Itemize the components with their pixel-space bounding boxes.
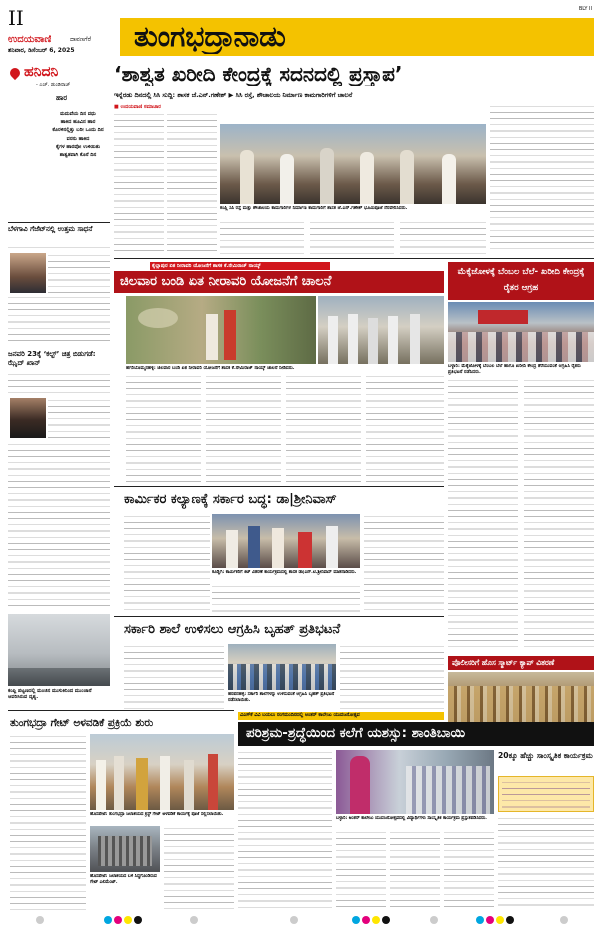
dateline: ■ ಉದಯವಾಣಿ ಸಮಾಚಾರ [114, 104, 161, 110]
page-number: II [8, 6, 24, 30]
story-body [167, 112, 217, 254]
irrigation-photo-caption: ಹಗರಿಬೊಮ್ಮನಹಳ್ಳಿ: ಚಿಲವಾರ ಬಂಡಿ ಏತ ನೀರಾವರಿ ಯೋಜನೆಗೆ ಶಾಸಕ ಕೆ.ನೇಮಿರಾಜ್ ನಾಯ್ಕ್ ಚಾಲನೆ ನೀಡಿದರು. [126, 366, 295, 371]
story-body [124, 644, 224, 710]
story-body [48, 398, 110, 438]
story-body [448, 378, 518, 650]
story-body [164, 826, 234, 910]
story-headline: ಚಿಲವಾರ ಬಂಡಿ ಏತ ನೀರಾವರಿ ಯೋಜನೆಗೆ ಚಾಲನೆ [120, 274, 332, 289]
story-body [8, 442, 110, 610]
story-headline: ಬೆಳಗಾವಿ ಗೆಜೆಟ್‌ನಲ್ಲಿ ಉತ್ತಮ ಸಾಧನೆ [8, 225, 93, 233]
culture-photo [336, 750, 494, 814]
registration-marks [0, 914, 600, 926]
labour-photo [212, 514, 360, 568]
story-body [502, 780, 590, 808]
story-headline: ಜನವರಿ 23ಕ್ಕೆ ‘ಕಲ್ಟ್’ ಚಿತ್ರ ಬಿಡುಗಡೆ: ಝೈದ್ ಖಾನ್ [8, 350, 96, 367]
story-body [366, 374, 444, 484]
poem-line: ಶಾಶ್ವತವಾಗಿ ಕೊನೆ ದಿನ [59, 152, 97, 159]
story-body [490, 104, 594, 254]
maize-text [448, 378, 594, 654]
story-body [124, 514, 210, 614]
main-headline: ‘ಶಾಶ್ವತ ಖರೀದಿ ಕೇಂದ್ರಕ್ಕೆ ಸದನದಲ್ಲಿ ಪ್ರಸ್ತಾಪ’ [114, 62, 403, 86]
divider [8, 222, 110, 223]
irrigation-photo [126, 296, 316, 364]
main-story-text [114, 104, 218, 254]
story-body [336, 830, 386, 910]
issue-date: ಶನಿವಾರ, ಡಿಸೆಂಬರ್ 6, 2025 [8, 47, 75, 54]
story-body [8, 295, 110, 345]
corner-label: BLY II [578, 6, 592, 12]
poem-line: ಮದುವೆಯ ದಿನ ವಧು [60, 111, 96, 117]
story-body [390, 830, 440, 910]
story-body [286, 374, 361, 484]
main-photo-caption: ಕಂಪ್ಲಿ ಸಿಸಿ ರಸ್ತೆ ಮತ್ತು ಶೌಚಾಲಯ ಕಾಮಗಾರಿಗಳ ನಿರ್ಮಾಣ ಕಾಮಗಾರಿಗೆ ಶಾಸಕ ಜೆ.ಎನ್.ಗಣೇಶ್ ಭೂಮಿಪೂಜೆ ನೆರವೇರಿಸಿದರು. [220, 206, 408, 211]
school-photo-caption: ಹರಪನಹಳ್ಳಿ: ಸರ್ಕಾರಿ ಶಾಲೆಗಳನ್ನು ಉಳಿಸುವಂತೆ ಆಗ್ರಹಿಸಿ ಬೃಹತ್ ಪ್ರತಿಭಟನೆ ನಡೆಸಲಾಯಿತು. [228, 692, 335, 703]
maize-photo [448, 302, 594, 362]
poem-line: ಕೊರಳಿನಲ್ಲಿತ್ತು ಬರೀ ಒಂದು ದಿನ [52, 127, 104, 134]
story-kicker: ಕೈಲ್ಲಾಪುರ ಏತ ನೀರಾವರಿ ಯೋಜನೆಗೆ ಶಾಸಕ ಕೆ.ನೇಮಿರಾಜ್ ನಾಯ್ಕ್ [152, 263, 261, 269]
gate-photo-2-caption: ಹೊಸಪೇಟೆ: ಜಲಾಶಯದ ಬಳಿ ಸಿದ್ಧಗೊಂಡಿರುವ ಗೇಟ್ ಎಲಿಮೆಂಟ್. [90, 874, 157, 885]
honey-author: - ಎಚ್. ಡುಂಡಿರಾಜ್ [36, 82, 71, 88]
divider [114, 258, 594, 259]
story-kicker: ವಿಎಸ್‌ಕೆ ವಿವಿ ಬಯಲು ರಂಗಮಂದಿರದಲ್ಲಿ ಅಂತರ್ ಕಾಲೇಜು ಯುವಜನೋತ್ಸವ [240, 713, 360, 718]
honey-logo: ಹನಿದನಿ [24, 64, 59, 80]
labour-headline: ಕಾರ್ಮಿಕರ ಕಲ್ಯಾಣಕ್ಕೆ ಸರ್ಕಾರ ಬದ್ಧ: ಡಾ|ಶ್ರೀನಿವಾಸ್ [124, 492, 337, 507]
poem-line: ಹಾಕಿದ ಹೂವಿನ ಹಾರ [60, 119, 96, 126]
honey-box [8, 92, 110, 222]
gate-headline: ತುಂಗಭದ್ರಾ ಗೇಟ್ ಅಳವಡಿಕೆ ಪ್ರಕ್ರಿಯೆ ಶುರು [10, 717, 154, 729]
story-body [212, 584, 360, 614]
actor-photo [10, 398, 46, 438]
maize-headline-band [448, 262, 594, 300]
story-headline: ಪೊಲೀಸರಿಗೆ ಹೊಸ ಸ್ಮಾರ್ಟ್ ಕ್ಯಾಪ್ ವಿತರಣೆ [452, 658, 555, 667]
irrigation-kicker-band [150, 262, 330, 270]
story-body [126, 374, 201, 484]
honey-column [8, 64, 110, 222]
story-body [10, 734, 86, 910]
maize-photo-caption: ಬಳ್ಳಾರಿ: ಮೆಕ್ಕೆಜೋಳಕ್ಕೆ ಬೆಂಬಲ ಬೆಲೆ ಹಾಗೂ ಖರೀದಿ ಕೇಂದ್ರ ತೆರೆಯುವಂತೆ ಆಗ್ರಹಿಸಿ ರೈತರು ಪ್ರತಿಭಟನೆ ನಡೆಸಿದರು. [448, 364, 581, 375]
masthead [8, 6, 594, 58]
school-text [124, 644, 444, 710]
culture-kicker-band [238, 712, 444, 720]
story-body [524, 378, 594, 650]
culture-text [336, 830, 494, 910]
story-headline: ಪರಿಶ್ರಮ-ಶ್ರದ್ಧೆಯಿಂದ ಕಲೆಗೆ ಯಶಸ್ಸು: ಶಾಂತಿಬಾಯಿ [246, 726, 466, 741]
school-photo [228, 644, 336, 690]
fog-photo-caption: ಕಂಪ್ಲಿ ಪಟ್ಟಣದಲ್ಲಿ ಮಂಜಿನ ಮುಸುಕಿನಿಂದ ಮುಂಜಾನೆ ಆವರಿಸಿರುವ ದೃಶ್ಯ. [8, 688, 92, 700]
gate-text [10, 734, 86, 910]
story-body [444, 830, 494, 910]
left-story-2 [8, 350, 110, 610]
reporter-photo [10, 253, 46, 293]
poem-line: ವರನು ಹಾಕಿದ [66, 135, 90, 142]
gate-photo-2 [90, 826, 160, 872]
irrigation-photo-2 [318, 296, 444, 364]
highlight-box [498, 776, 594, 812]
story-body [48, 253, 110, 293]
main-subhead: ಇನ್ನೆರಡು ದಿನದಲ್ಲಿ ಸಿಸಿ ಸುದ್ದಿ: ಶಾಸಕ ಜೆ.ಎನ್.ಗಣೇಶ್ ▶ ಸಿಸಿ ರಸ್ತೆ, ಶೌಚಾಲಯ ನಿರ್ಮಾಣ ಕಾಮಗಾರಿಗಳಿಗೆ ಚಾಲನೆ [114, 91, 353, 99]
paper-name: ಉದಯವಾಣಿ [8, 34, 52, 45]
story-body [220, 220, 304, 254]
culture-headline-band [238, 722, 594, 746]
edition-name: ದಾವಣಗೆರೆ [70, 36, 92, 43]
honey-poem [48, 110, 108, 159]
story-body [498, 816, 594, 910]
poem-line: ಕೈಗಳ ಹಾರವೋ ಉಳಿಯಿತು [55, 143, 101, 150]
irrigation-text [126, 374, 444, 484]
story-body [400, 220, 486, 254]
story-headline: 20ಕ್ಕೂ ಹೆಚ್ಚು ಸಾಂಸ್ಕೃತಿಕ ಕಾರ್ಯಕ್ರಮ [498, 751, 593, 760]
labour-photo-caption: ಕೂಡ್ಲಿಗಿ: ಕಾರ್ಮಿಕರಿಗೆ ಕಿಟ್ ವಿತರಣೆ ಕಾರ್ಯಕ್ರಮದಲ್ಲಿ ಶಾಸಕ ಡಾ|ಎನ್.ಟಿ.ಶ್ರೀನಿವಾಸ್ ಮಾತನಾಡಿದರು. [212, 570, 357, 575]
divider [8, 710, 234, 711]
main-story-text [220, 220, 486, 254]
police-headline-band [448, 656, 594, 670]
honey-title: ಹಾರ [56, 94, 68, 102]
story-body [364, 514, 444, 614]
section-title-band [120, 18, 594, 56]
gate-photo-caption: ಹೊಸಪೇಟೆ: ತುಂಗಭದ್ರಾ ಜಲಾಶಯದ ಕ್ರಸ್ಟ್ ಗೇಟ್ ಅಳವಡಿಕೆ ಕಾರ್ಯಕ್ಕೆ ಪೂಜೆ ಸಲ್ಲಿಸಲಾಯಿತು. [90, 812, 224, 817]
culture-text [238, 750, 332, 910]
story-body [8, 372, 110, 396]
section-title: ತುಂಗಭದ್ರಾನಾಡು [134, 20, 286, 53]
main-photo [220, 124, 486, 204]
culture-photo-caption: ಬಳ್ಳಾರಿ: ಅಂತರ್ ಕಾಲೇಜು ಯುವಜನೋತ್ಸವದಲ್ಲಿ ವಿದ್ಯಾರ್ಥಿಗಳು ಸಾಂಸ್ಕೃತಿಕ ಕಾರ್ಯಕ್ರಮ ಪ್ರಸ್ತುತಪಡಿಸಿದರು. [336, 816, 487, 821]
story-body [206, 374, 281, 484]
police-photo [448, 672, 594, 728]
gate-photo [90, 734, 234, 810]
story-body [340, 644, 444, 710]
story-body [8, 245, 110, 251]
irrigation-headline-band [114, 271, 444, 293]
story-body [114, 112, 164, 254]
story-body [310, 220, 394, 254]
school-headline: ಸರ್ಕಾರಿ ಶಾಲೆ ಉಳಿಸಲು ಆಗ್ರಹಿಸಿ ಬೃಹತ್ ಪ್ರತಿಭಟನೆ [124, 622, 341, 637]
story-headline: ಮೆಕ್ಕೆಜೋಳಕ್ಕೆ ಬೆಂಬಲ ಬೆಲೆ- ಖರೀದಿ ಕೇಂದ್ರಕ್ಕೆ ರೈತರ ಆಗ್ರಹ [457, 267, 585, 293]
story-body [238, 750, 332, 910]
box-story [498, 750, 594, 910]
fog-photo [8, 614, 110, 686]
divider [114, 616, 444, 617]
left-story-1 [8, 225, 110, 345]
honey-logo-drop-icon [8, 66, 22, 80]
labour-text [124, 514, 210, 614]
divider [114, 486, 444, 487]
